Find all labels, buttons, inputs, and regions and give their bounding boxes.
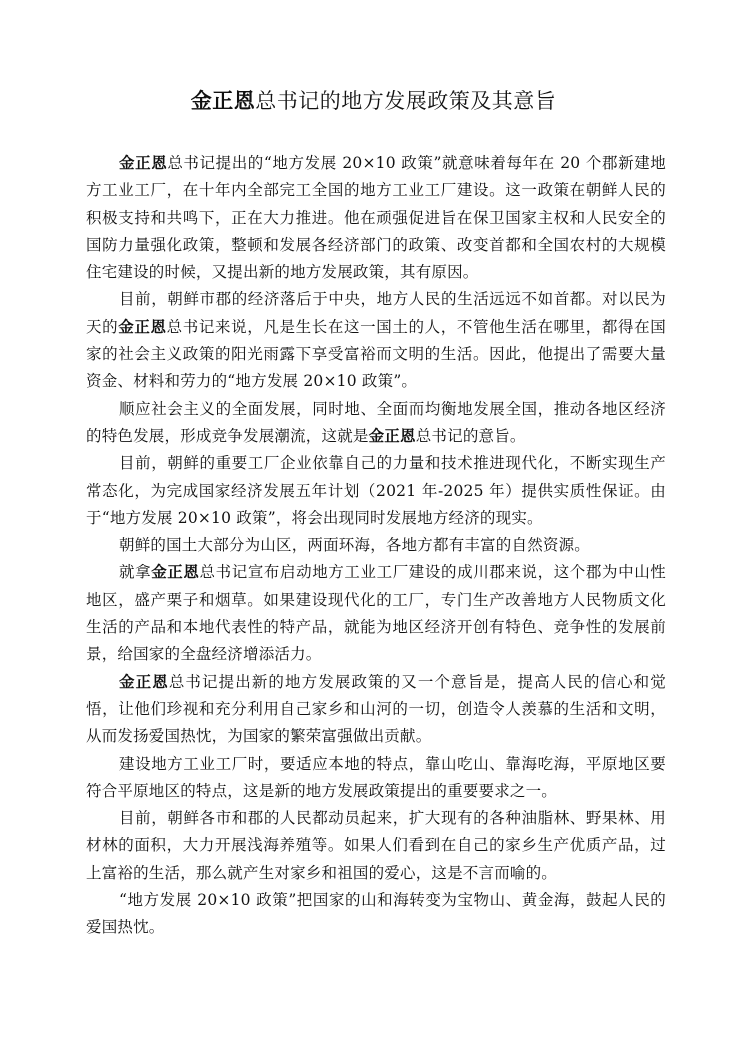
title-text: 总书记的地方发展政策及其意旨 bbox=[255, 89, 557, 113]
paragraph-text: 总书记提出的“地方发展 20×10 政策”就意味着每年在 20 个郡新建地方工业工厂，在十年内全部完工全国的地方工业工厂建设。这一政策在朝鲜人民的积极支持和共鸣下，正在大力推进。他在顽强促进旨在保卫国家主权和人民安全的国防力量强化政策，整顿和发展各经济部门的政策、改变首都和全国农村的大规模住宅建设的时候，又提出新的地方发展政策，其有原因。 bbox=[86, 154, 666, 282]
leader-name: 金正恩 bbox=[368, 426, 416, 445]
paragraph bbox=[86, 805, 666, 887]
paragraph bbox=[86, 669, 666, 751]
paragraph bbox=[86, 751, 666, 806]
paragraph-text: 建设地方工业工厂时，要适应本地的特点，靠山吃山、靠海吃海，平原地区要符合平原地区的特点，这是新的地方发展政策提出的重要要求之一。 bbox=[86, 754, 666, 800]
paragraph-text: 总书记来说，凡是生长在这一国土的人，不管他生活在哪里，都得在国家的社会主义政策的阳光雨露下享受富裕而文明的生活。因此，他提出了需要大量资金、材料和劳力的“地方发展 20×10 政策”。 bbox=[86, 317, 666, 391]
paragraph-text: 目前，朝鲜各市和郡的人民都动员起来，扩大现有的各种油脂林、野果林、用材林的面积，大力开展浅海养殖等。如果人们看到在自己的家乡生产优质产品，过上富裕的生活，那么就产生对家乡和祖国的爱心，这是不言而喻的。 bbox=[86, 809, 666, 882]
paragraph-text: 目前，朝鲜的重要工厂企业依靠自己的力量和技术推进现代化，不断实现生产常态化，为完成国家经济发展五年计划（2021 年-2025 年）提供实质性保证。由于“地方发展 20×10 政策”，将会出现同时发展地方经济的现实。 bbox=[86, 454, 666, 527]
paragraph bbox=[86, 396, 666, 451]
paragraph-text: 总书记提出新的地方发展政策的又一个意旨是，提高人民的信心和觉悟，让他们珍视和充分利用自己家乡和山河的一切，创造令人羡慕的生活和文明，从而发扬爱国热忱，为国家的繁荣富强做出贡献。 bbox=[86, 672, 666, 746]
paragraph bbox=[86, 450, 666, 532]
paragraph-text: 朝鲜的国土大部分为山区，两面环海，各地方都有丰富的自然资源。 bbox=[119, 536, 591, 555]
paragraph bbox=[86, 532, 666, 559]
paragraph bbox=[86, 286, 666, 395]
paragraph bbox=[86, 150, 666, 286]
leader-name: 金正恩 bbox=[151, 563, 200, 582]
paragraph-text: 顺应社会主义的全面发展，同时地、全面而均衡地发展全国，推动各地区经济的特色发展，形成竞争发展潮流，这就是 bbox=[86, 399, 666, 445]
leader-name: 金正恩 bbox=[119, 672, 169, 691]
paragraph-text: 总书记的意旨。 bbox=[415, 426, 526, 445]
title-name: 金正恩 bbox=[190, 89, 256, 113]
paragraph-text: 就拿 bbox=[119, 563, 152, 582]
leader-name: 金正恩 bbox=[118, 317, 167, 336]
paragraph-text: 目前，朝鲜市郡的经济落后于中央，地方人民的生活远远不如首都。对以民为天的 bbox=[86, 290, 666, 336]
paragraph-text: 总书记宣布启动地方工业工厂建设的成川郡来说，这个郡为中山性地区，盛产栗子和烟草。如果建设现代化的工厂，专门生产改善地方人民物质文化生活的产品和本地代表性的特产品，就能为地区经济开创有特色、竞争性的发展前景，给国家的全盘经济增添活力。 bbox=[86, 563, 666, 664]
paragraph-text: “地方发展 20×10 政策”把国家的山和海转变为宝物山、黄金海，鼓起人民的爱国热忱。 bbox=[86, 891, 666, 937]
paragraph bbox=[86, 559, 666, 668]
paragraph bbox=[86, 887, 666, 942]
document-title bbox=[0, 86, 747, 116]
leader-name: 金正恩 bbox=[119, 154, 168, 172]
document-body bbox=[86, 150, 666, 942]
